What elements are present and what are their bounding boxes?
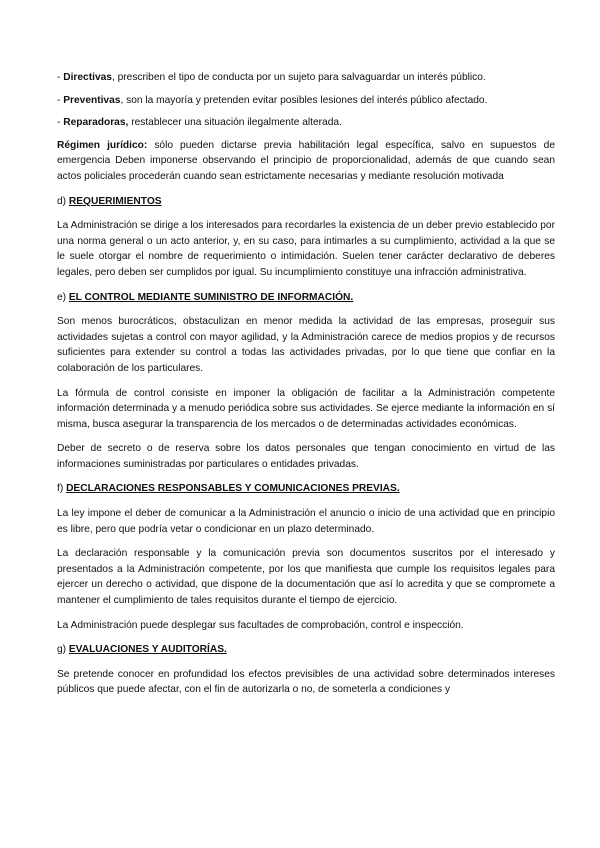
list-text: restablecer una situación ilegalmente alterada.: [128, 117, 342, 129]
section-letter: d): [57, 195, 69, 207]
paragraph: Se pretende conocer en profundidad los efectos previsibles de una actividad sobre determinados intereses públicos que puede afectar, con el fin de autorizarla o no, de someterla a condiciones y: [57, 668, 555, 696]
term-preventivas: Preventivas: [63, 94, 121, 106]
paragraph: La ley impone el deber de comunicar a la Administración el anuncio o inicio de una actividad que en principio es libre, pero que podría vetar o condicionar en un plazo determinado.: [57, 508, 555, 535]
list-prefix: -: [57, 94, 64, 106]
section-letter: e): [57, 291, 69, 303]
list-item-preventivas: [57, 93, 555, 109]
section-title: DECLARACIONES RESPONSABLES Y COMUNICACIONES PREVIAS.: [66, 483, 400, 495]
section-letter: g): [57, 644, 69, 656]
regimen-paragraph: [57, 138, 555, 185]
list-item-directivas: [57, 70, 555, 86]
section-heading-declaraciones: [57, 481, 555, 497]
list-text: , son la mayoría y pretenden evitar posibles lesiones del interés público afectado.: [120, 94, 488, 106]
section-title: REQUERIMIENTOS: [68, 195, 162, 207]
paragraph: La Administración se dirige a los interesados para recordarles la existencia de un deber previo establecido por una norma general o un acto anterior, y, en su caso, para intimarles a su cumplimiento, actividad a la que se le suele otorgar el nombre de requerimiento o intimidación. Suelen tener carácter declarativo de deberes legales, pero deben ser cumplidos por igual. Su incumplimiento constituye una infracción administrativa.: [57, 220, 555, 278]
section-heading-requerimientos: [57, 194, 555, 210]
regimen-text: sólo pueden dictarse previa habilitación legal específica, salvo en supuestos de emergencia Deben imponerse observando el principio de proporcionalidad, además de que cuando sean actos policiales procederán cuando sean estrictamente necesarias y mediante resolución motivada: [57, 139, 555, 182]
list-prefix: -: [57, 72, 64, 83]
paragraph: Deber de secreto o de reserva sobre los datos personales que tengan conocimiento en virtud de las informaciones suministradas por particulares o entidades privadas.: [57, 443, 555, 470]
section-heading-control-informacion: [57, 290, 555, 306]
list-prefix: -: [57, 117, 64, 129]
paragraph: La Administración puede desplegar sus facultades de comprobación, control e inspección.: [57, 619, 464, 631]
section-heading-evaluaciones: [57, 642, 555, 658]
section-letter: f): [57, 483, 67, 495]
term-reparadoras: Reparadoras,: [63, 117, 129, 129]
list-item-reparadoras: [57, 115, 555, 131]
section-title: EL CONTROL MEDIANTE SUMINISTRO DE INFORMACIÓN.: [68, 291, 354, 303]
list-text: , prescriben el tipo de conducta por un sujeto para salvaguardar un interés público.: [111, 72, 486, 83]
section-title: EVALUACIONES Y AUDITORÍAS.: [68, 644, 227, 656]
term-directivas: Directivas: [63, 72, 112, 83]
paragraph: La fórmula de control consiste en imponer la obligación de facilitar a la Administración competente información determinada y a menudo periódica sobre sus actividades. Se ejerce mediante la información en sí misma, busca asegurar la transparencia de los mercados o de determinadas actividades económicas.: [57, 387, 555, 430]
regimen-term: Régimen jurídico:: [57, 139, 148, 151]
paragraph: Son menos burocráticos, obstaculizan en menor medida la actividad de las empresas, proseguir sus actividades sujetas a control con mayor agilidad, y la Administración carece de medios propios y de recursos suficientes para extender su control a todas las actividades privadas, por lo que tiene que confiar en la colaboración de los particulares.: [57, 316, 555, 374]
paragraph: La declaración responsable y la comunicación previa son documentos suscritos por el interesado y presentados a la Administración competente, por los que manifiesta que cumple los requisitos legales para ejercer un derecho o actividad, que dispone de la documentación que así lo acredita y que se compromete a mantener el cumplimiento de tales requisitos durante el tiempo de ejercicio.: [57, 548, 555, 607]
